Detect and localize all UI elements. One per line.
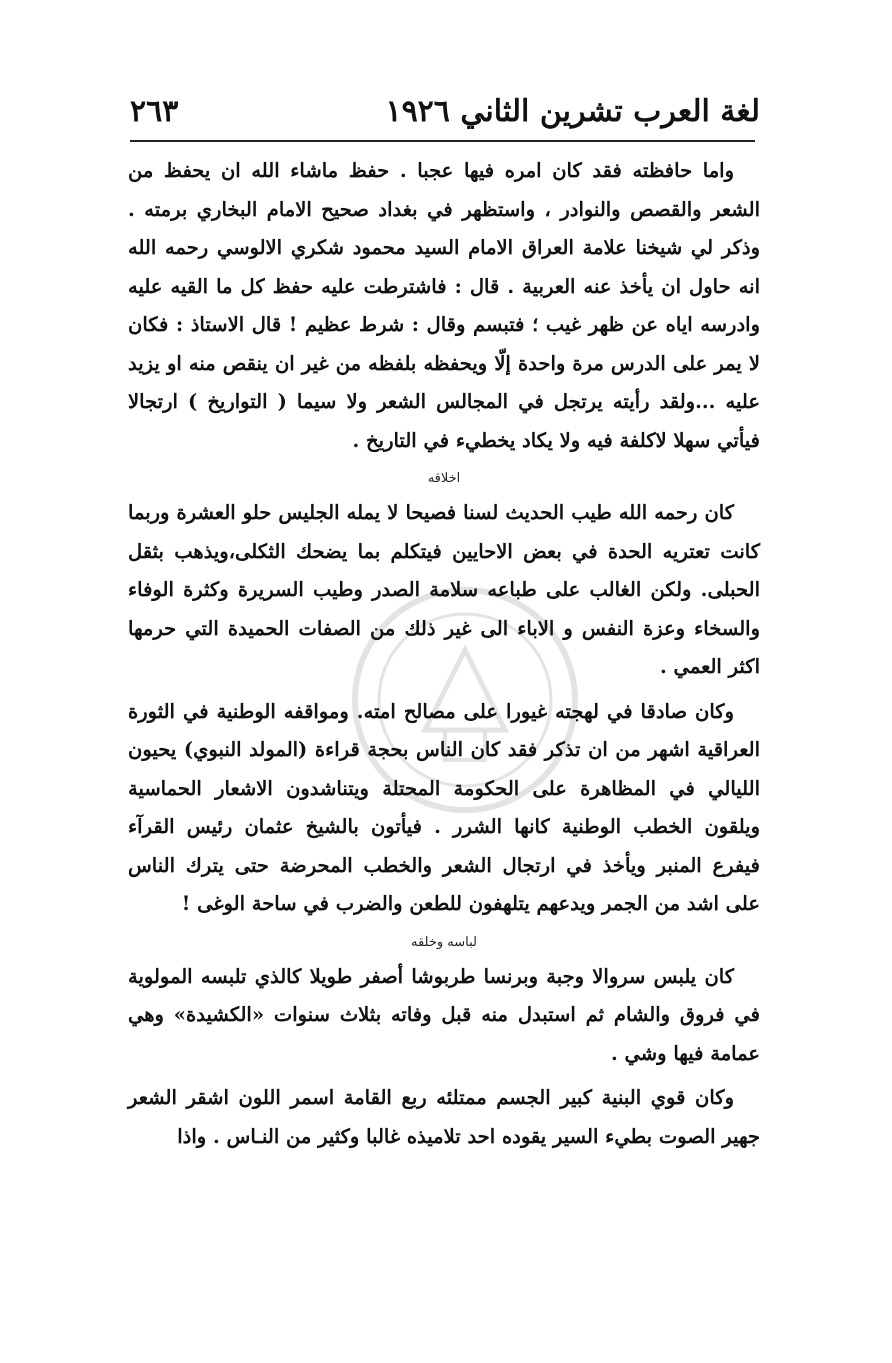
running-title: لغة العرب تشرين الثاني ١٩٢٦ [385, 93, 760, 129]
section-heading: اخلاقه [427, 471, 461, 486]
header-rule [130, 140, 755, 142]
paragraph: واما حافظته فقد كان امره فيها عجبا . حفظ ماشاء الله ان يحفظ من الشعر والقصص والنوادر ، واستظهر في بغداد صحيح الامام البخاري برمته . وذكر لي شيخنا علامة العراق الامام السيد محمود شكري الالوسي رحمه الله انه حاول ان يأخذ عنه العربية . قال : فاشترطت عليه حفظ كل ما القيه عليه وادرسه اياه عن ظهر غيب ؛ فتبسم وقال : شرط عظيم ! قال الاستاذ : فكان لا يمر على الدرس مرة واحدة إلّا ويحفظه بلفظه من غير ان ينقص منه او يزيد عليه ...ولقد رأيته يرتجل في المجالس الشعر ولا سيما ( التواريخ ) ارتجالا فيأتي سهلا لاكلفة فيه ولا يكاد يخطيء في التاريخ . [128, 159, 760, 452]
page-number: ٢٦٣ [130, 93, 179, 129]
paragraph: وكان قوي البنية كبير الجسم ممتلئه ربع القامة اسمر اللون اشقر الشعر جهير الصوت بطيء السير يقوده احد تلاميذه غالبا وكثير من النـاس . واذا [128, 1086, 760, 1148]
section-heading: لباسه وخلقه [410, 934, 477, 950]
paragraph: وكان صادقا في لهجته غيورا على مصالح امته. ومواقفه الوطنية في الثورة العراقية اشهر من ان تذكر فقد كان الناس بحجة قراءة (المولد النبوي) يحيون الليالي في المظاهرة على الحكومة المحتلة ويتناشدون الاشعار الحماسية ويلقون الخطب الوطنية كانها الشرر . فيأتون بالشيخ عثمان رئيس القرآء فيفرع المنبر ويأخذ في ارتجال الشعر والخطب المحرضة حتى يترك الناس على اشد من الجمر ويدعهم يتلهفون للطعن والضرب في ساحة الوغى ! [128, 699, 760, 915]
body-text [128, 152, 760, 1162]
paragraph: كان يلبس سروالا وجبة وبرنسا طربوشا أصفر طويلا كالذي تلبسه المولوية في فروق والشام ثم استبدل منه قبل وفاته بثلاث سنوات «الكشيدة» وهي عمامة فيها وشي . [128, 964, 760, 1065]
page-header [130, 88, 760, 134]
paragraph: كان رحمه الله طيب الحديث لسنا فصيحا لا يمله الجليس حلو العشرة وربما كانت تعتريه الحدة في بعض الاحايين فيتكلم بما يضحك الثكلى،ويذهب بثقل الحبلى. ولكن الغالب على طباعه سلامة الصدر وطيب السريرة وكثرة الوفاء والسخاء وعزة النفس و الاباء الى غير ذلك من الصفات الحميدة التي حرمها اكثر العمي . [128, 501, 760, 678]
